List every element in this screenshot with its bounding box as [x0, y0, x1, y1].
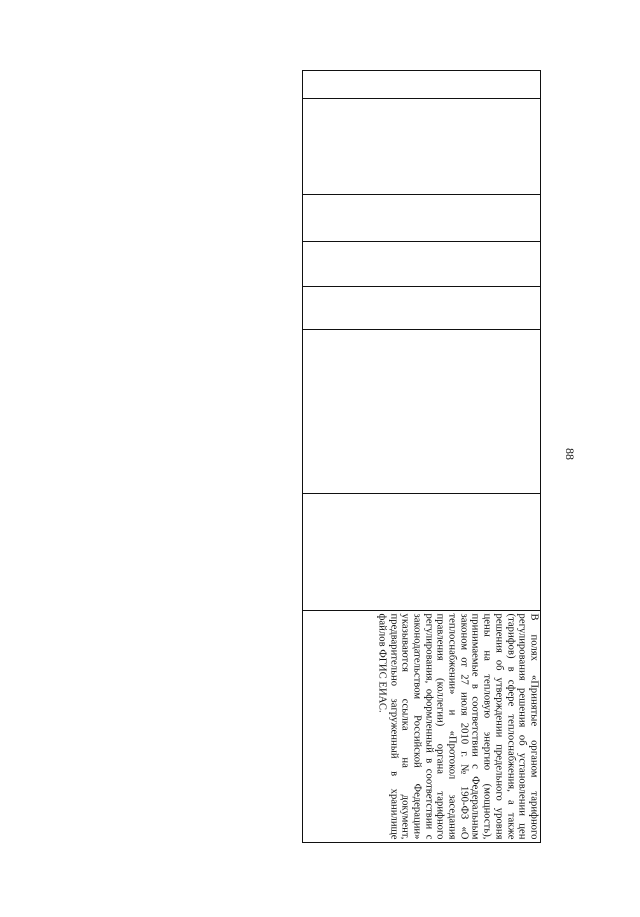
- table-row-divider: [303, 493, 540, 494]
- description-cell: [303, 610, 542, 842]
- description-text: В полях «Принятые органом тарифного регулирования решения об установлении цен (тарифов) в сфере теплоснабжения, а также решения об утверждении предельного уровня цены на тепловую энергию (мощность), принимаемые в соответствии с Федеральным законом от 27 июля 2010 г. № 190-ФЗ «О теплоснабжении» и «Протокол заседания правления (коллегии) органа тарифного регулирования, оформленный в соответствии с законодательством Российской Федерации» указываются ссылка на документ, предварительно загруженный в хранилище файлов ФГИС ЕИАС.: [376, 613, 540, 840]
- table-row-divider: [303, 98, 540, 99]
- table-row-divider: [303, 286, 540, 287]
- document-table: [302, 70, 541, 843]
- page-number: 88: [563, 448, 577, 460]
- table-row-divider: [303, 194, 540, 195]
- table-row-divider: [303, 241, 540, 242]
- table-row-divider: [303, 329, 540, 330]
